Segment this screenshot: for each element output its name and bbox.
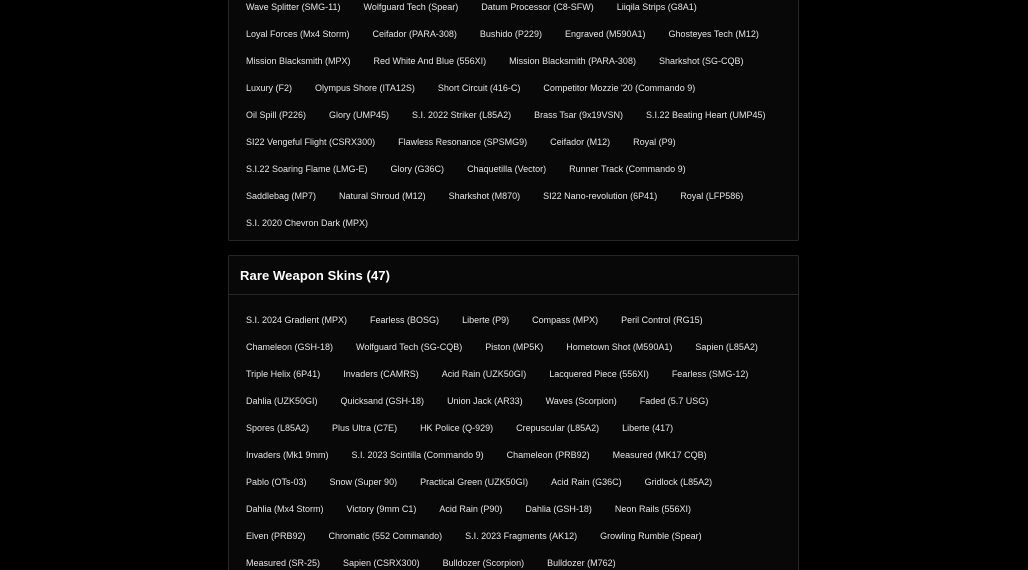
skin-tag-link[interactable]: Spores (L85A2) bbox=[246, 422, 310, 433]
skin-row bbox=[246, 441, 786, 468]
skin-tag-link[interactable]: Acid Rain (G36C) bbox=[551, 477, 622, 488]
skin-tag-link[interactable]: Invaders (CAMRS) bbox=[343, 368, 419, 379]
skin-tag-link[interactable]: Fearless (BOSG) bbox=[370, 314, 440, 325]
skins-panel-previous bbox=[228, 0, 799, 241]
skin-tag-link[interactable]: Glory (G36C) bbox=[390, 164, 445, 175]
skin-list bbox=[246, 0, 786, 237]
skin-tag-link[interactable]: Liberte (417) bbox=[622, 422, 674, 433]
skin-tag-link[interactable]: Liiqila Strips (G8A1) bbox=[616, 1, 697, 12]
skin-tag-link[interactable]: Natural Shroud (M12) bbox=[339, 191, 426, 202]
skin-row bbox=[246, 306, 786, 333]
skin-tag-link[interactable]: Saddlebag (MP7) bbox=[246, 191, 317, 202]
skin-tag-link[interactable]: Chameleon (PRB92) bbox=[506, 450, 590, 461]
skin-tag-link[interactable]: Gridlock (L85A2) bbox=[644, 477, 713, 488]
skin-tag-link[interactable]: Royal (LFP586) bbox=[680, 191, 744, 202]
skin-tag-link[interactable]: Compass (MPX) bbox=[532, 314, 599, 325]
skin-tag-link[interactable]: Faded (5.7 USG) bbox=[639, 395, 709, 406]
skin-tag-link[interactable]: S.I. 2022 Striker (L85A2) bbox=[412, 109, 512, 120]
skin-tag-link[interactable]: Red White And Blue (556XI) bbox=[373, 55, 487, 66]
skin-tag-link[interactable]: Engraved (M590A1) bbox=[564, 28, 646, 39]
skin-tag-link[interactable]: Neon Rails (556XI) bbox=[614, 504, 691, 515]
skin-row bbox=[246, 523, 786, 550]
skin-tag-link[interactable]: HK Police (Q-929) bbox=[420, 422, 494, 433]
skin-row bbox=[246, 0, 786, 20]
skin-row bbox=[246, 20, 786, 47]
skin-tag-link[interactable]: Wolfguard Tech (Spear) bbox=[363, 1, 459, 12]
skin-tag-link[interactable]: S.I. 2020 Chevron Dark (MPX) bbox=[246, 218, 369, 229]
skin-tag-link[interactable]: Olympus Shore (ITA12S) bbox=[315, 82, 415, 93]
skin-tag-link[interactable]: Chameleon (GSH-18) bbox=[246, 341, 334, 352]
skin-tag-link[interactable]: S.I.22 Soaring Flame (LMG-E) bbox=[246, 164, 368, 175]
skin-tag-link[interactable]: Bulldozer (Scorpion) bbox=[442, 558, 525, 569]
skin-tag-link[interactable]: Elven (PRB92) bbox=[246, 531, 306, 542]
skin-row bbox=[246, 414, 786, 441]
skin-tag-link[interactable]: Acid Rain (UZK50GI) bbox=[441, 368, 527, 379]
skin-tag-link[interactable]: Measured (SR-25) bbox=[246, 558, 321, 569]
skin-tag-link[interactable]: Royal (P9) bbox=[633, 137, 676, 148]
skin-tag-link[interactable]: Ghosteyes Tech (M12) bbox=[668, 28, 759, 39]
skin-tag-link[interactable]: Plus Ultra (C7E) bbox=[332, 422, 398, 433]
panel-header bbox=[229, 256, 798, 295]
skin-tag-link[interactable]: S.I.22 Beating Heart (UMP45) bbox=[645, 109, 766, 120]
skin-row bbox=[246, 74, 786, 101]
skin-row bbox=[246, 47, 786, 74]
skin-tag-link[interactable]: Triple Helix (6P41) bbox=[246, 368, 321, 379]
skin-tag-link[interactable]: Quicksand (GSH-18) bbox=[340, 395, 425, 406]
skin-tag-link[interactable]: Union Jack (AR33) bbox=[447, 395, 523, 406]
skin-tag-link[interactable]: SI22 Vengeful Flight (CSRX300) bbox=[246, 137, 376, 148]
skin-tag-link[interactable]: Runner Track (Commando 9) bbox=[569, 164, 686, 175]
skin-tag-link[interactable]: Sapien (L85A2) bbox=[695, 341, 758, 352]
skin-row bbox=[246, 101, 786, 128]
skin-tag-link[interactable]: S.I. 2023 Fragments (AK12) bbox=[465, 531, 578, 542]
skin-row bbox=[246, 387, 786, 414]
skin-tag-link[interactable]: Glory (UMP45) bbox=[329, 109, 390, 120]
skin-tag-link[interactable]: Sapien (CSRX300) bbox=[343, 558, 420, 569]
skin-tag-link[interactable]: Dahlia (Mx4 Storm) bbox=[246, 504, 324, 515]
skin-tag-link[interactable]: Crepuscular (L85A2) bbox=[516, 422, 600, 433]
skin-list bbox=[246, 306, 786, 570]
skin-tag-link[interactable]: S.I. 2023 Scintilla (Commando 9) bbox=[351, 450, 484, 461]
skin-tag-link[interactable]: Mission Blacksmith (MPX) bbox=[246, 55, 351, 66]
skin-tag-link[interactable]: S.I. 2024 Gradient (MPX) bbox=[246, 314, 348, 325]
skin-tag-link[interactable]: Lacquered Piece (556XI) bbox=[549, 368, 649, 379]
skin-tag-link[interactable]: Loyal Forces (Mx4 Storm) bbox=[246, 28, 350, 39]
skin-tag-link[interactable]: Snow (Super 90) bbox=[329, 477, 398, 488]
skin-tag-link[interactable]: Luxury (F2) bbox=[246, 82, 293, 93]
skin-tag-link[interactable]: Victory (9mm C1) bbox=[346, 504, 417, 515]
skin-tag-link[interactable]: Mission Blacksmith (PARA-308) bbox=[509, 55, 636, 66]
skin-tag-link[interactable]: Liberte (P9) bbox=[462, 314, 510, 325]
skin-tag-link[interactable]: Sharkshot (M870) bbox=[448, 191, 521, 202]
skin-tag-link[interactable]: Peril Control (RG15) bbox=[621, 314, 703, 325]
skin-tag-link[interactable]: Dahlia (UZK50GI) bbox=[246, 395, 318, 406]
skin-tag-link[interactable]: Fearless (SMG-12) bbox=[671, 368, 749, 379]
skin-tag-link[interactable]: Chaquetilla (Vector) bbox=[467, 164, 547, 175]
skin-tag-link[interactable]: Short Circuit (416-C) bbox=[437, 82, 521, 93]
skin-row bbox=[246, 496, 786, 523]
skin-tag-link[interactable]: Oil Spill (P226) bbox=[246, 109, 307, 120]
skin-tag-link[interactable]: Wolfguard Tech (SG-CQB) bbox=[356, 341, 463, 352]
skin-tag-link[interactable]: Practical Green (UZK50GI) bbox=[420, 477, 529, 488]
skin-tag-link[interactable]: Brass Tsar (9x19VSN) bbox=[534, 109, 623, 120]
skin-tag-link[interactable]: Bushido (P229) bbox=[479, 28, 542, 39]
skin-tag-link[interactable]: Invaders (Mk1 9mm) bbox=[246, 450, 329, 461]
section-title: Rare Weapon Skins (47) bbox=[240, 267, 391, 283]
skin-row bbox=[246, 128, 786, 155]
skin-tag-link[interactable]: Acid Rain (P90) bbox=[439, 504, 503, 515]
rare-weapon-skins-panel bbox=[228, 255, 799, 570]
skin-row bbox=[246, 210, 786, 237]
skin-tag-link[interactable]: Waves (Scorpion) bbox=[545, 395, 617, 406]
skin-tag-link[interactable]: Growling Rumble (Spear) bbox=[600, 531, 702, 542]
skin-tag-link[interactable]: Piston (MP5K) bbox=[485, 341, 544, 352]
skin-row bbox=[246, 360, 786, 387]
skin-row bbox=[246, 469, 786, 496]
skin-tag-link[interactable]: Ceifador (M12) bbox=[550, 137, 611, 148]
skin-row bbox=[246, 183, 786, 210]
skin-row bbox=[246, 550, 786, 570]
skin-tag-link[interactable]: SI22 Nano-revolution (6P41) bbox=[543, 191, 658, 202]
skin-tag-link[interactable]: Dahlia (GSH-18) bbox=[525, 504, 592, 515]
skin-tag-link[interactable]: Pablo (OTs-03) bbox=[246, 477, 307, 488]
skin-row bbox=[246, 156, 786, 183]
skin-tag-link[interactable]: Hometown Shot (M590A1) bbox=[566, 341, 673, 352]
skin-tag-link[interactable]: Datum Processor (C8-SFW) bbox=[481, 1, 594, 12]
skin-tag-link[interactable]: Competitor Mozzie '20 (Commando 9) bbox=[543, 82, 696, 93]
skin-tag-link[interactable]: Ceifador (PARA-308) bbox=[372, 28, 457, 39]
skin-tag-link[interactable]: Bulldozer (M762) bbox=[547, 558, 616, 569]
skin-tag-link[interactable]: Flawless Resonance (SPSMG9) bbox=[398, 137, 528, 148]
skin-tag-link[interactable]: Chromatic (552 Commando) bbox=[328, 531, 443, 542]
skin-tag-link[interactable]: Measured (MK17 CQB) bbox=[612, 450, 707, 461]
skin-row bbox=[246, 333, 786, 360]
skin-tag-link[interactable]: Sharkshot (SG-CQB) bbox=[658, 55, 744, 66]
skin-tag-link[interactable]: Wave Splitter (SMG-11) bbox=[246, 1, 341, 12]
